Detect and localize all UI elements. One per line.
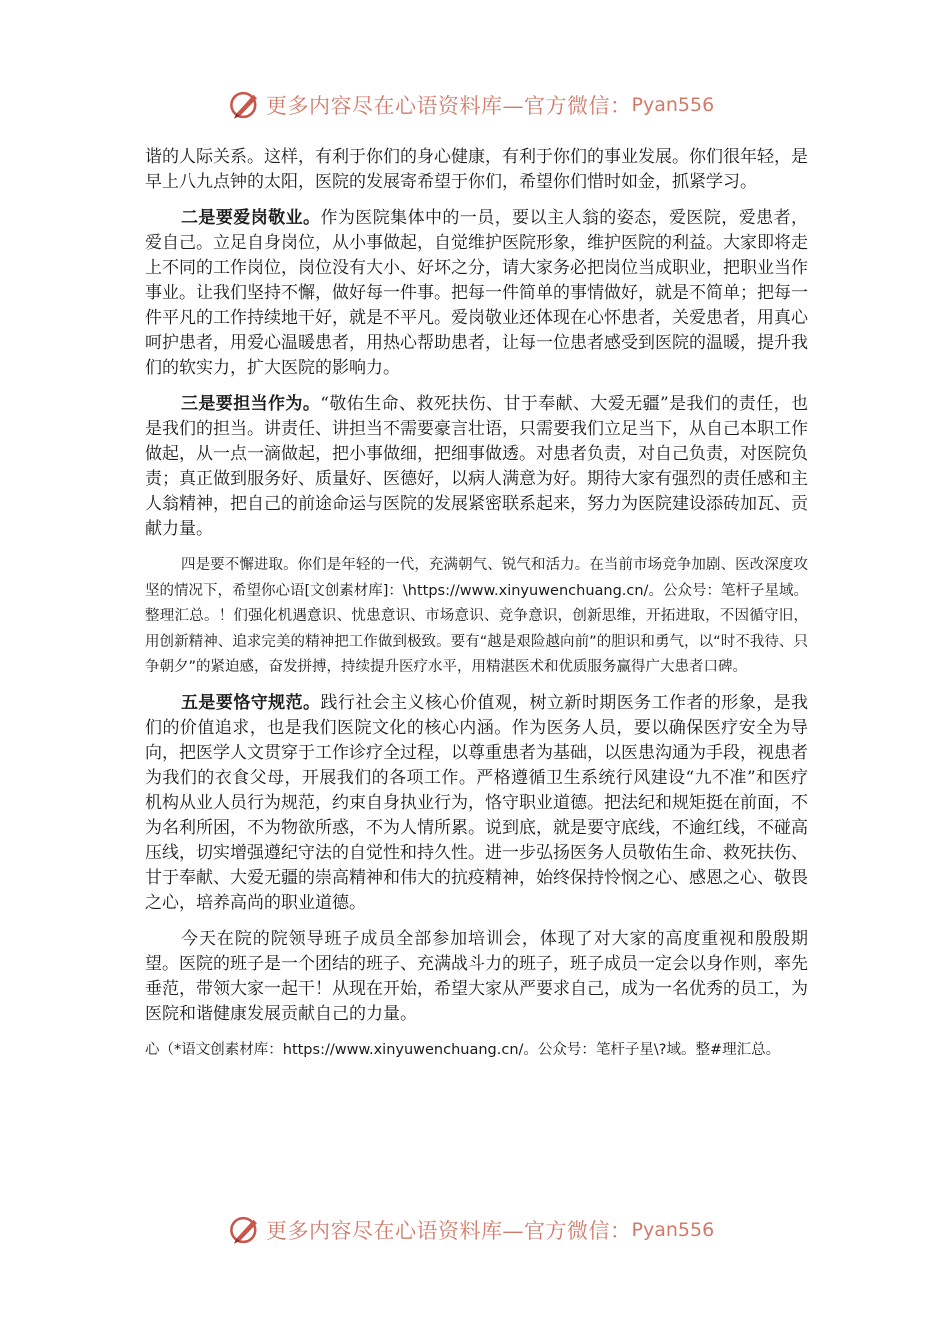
paragraph-progress: 四是要不懈进取。你们是年轻的一代，充满朝气、锐气和活力。在当前市场竞争加剧、医改深度攻坚的情况下，希望你心语[文创素材库]：\https://www.xinyuwenchuang.cn/。公众号：笔杆子星域。整理汇总。！们强化机遇意识、忧患意识、市场意识、竞争意识，创新思维，开拓进取，不因循守旧，用创新精神、追求完美的精神把工作做到极致。要有“越是艰险越向前”的胆识和勇气，以“时不我待、只争朝夕”的紧迫感，奋发拼搏，持续提升医疗水平，用精湛医术和优质服务赢得广大患者口碑。 [145, 557, 808, 675]
banner-wechat-id: Pyan556 [631, 1219, 715, 1241]
banner-text: 更多内容尽在心语资料库—官方微信： [266, 94, 632, 118]
paragraph-closing: 今天在院的院领导班子成员全部参加培训会，体现了对大家的高度重视和殷殷期望。医院的班子是一个团结的班子、充满战斗力的班子，班子成员一定会以身作则，率先垂范，带领大家一起干！从现在开始，希望大家从严要求自己，成为一名优秀的员工，为医院和谐健康发展贡献自己的力量。 [145, 928, 808, 1024]
pen-logo-icon [228, 88, 262, 122]
banner-text: 更多内容尽在心语资料库—官方微信： [266, 1219, 632, 1243]
footer-banner [228, 1210, 728, 1250]
paragraph-norms: 五是要恪守规范。践行社会主义核心价值观，树立新时期医务工作者的形象，是我们的价值追求，也是我们医院文化的核心内涵。作为医务人员，要以确保医疗安全为导向，把医学人文贯穿于工作诊疗全过程，以尊重患者为基础，以医患沟通为手段，视患者为我们的衣食父母，开展我们的各项工作。严格遵循卫生系统行风建设“九不准”和医疗机构从业人员行为规范，约束自身执业行为，恪守职业道德。把法纪和规矩挺在前面，不为名利所困，不为物欲所惑，不为人情所累。说到底，就是要守底线，不逾红线，不碰高压线，切实增强遵纪守法的自觉性和持久性。进一步弘扬医务人员敬佑生命、救死扶伤、甘于奉献、大爱无疆的崇高精神和伟大的抗疫精神，始终保持怜悯之心、感恩之心、敬畏之心，培养高尚的职业道德。 [145, 692, 809, 913]
paragraph-dedication: 二是要爱岗敬业。作为医院集体中的一员，要以主人翁的姿态，爱医院，爱患者，爱自己。立足自身岗位，从小事做起，自觉维护医院形象，维护医院的利益。大家即将走上不同的工作岗位，岗位没有大小、好坏之分，请大家务必把岗位当成职业，把职业当作事业。让我们坚持不懈，做好每一件事。把每一件简单的事情做好，就是不简单；把每一件平凡的工作持续地干好，就是不平凡。爱岗敬业还体现在心怀患者，关爱患者，用真心呵护患者，用爱心温暖患者，用热心帮助患者，让每一位患者感受到医院的温暖，提升我们的软实力，扩大医院的影响力。 [145, 208, 809, 378]
banner-wechat-id: Pyan556 [631, 94, 715, 116]
header-banner [228, 85, 728, 125]
document-body [145, 145, 808, 1073]
section-heading-norms: 五是要恪守规范。 [181, 692, 321, 713]
pen-logo-icon [228, 1213, 262, 1247]
paragraph-source-note: 心（*语文创素材库：https://www.xinyuwenchuang.cn/。公众号：笔杆子星\?域。整#理汇总。 [145, 1041, 781, 1058]
section-heading-dedication: 二是要爱岗敬业。 [181, 208, 321, 228]
section-heading-responsibility: 三是要担当作为。 [181, 394, 321, 414]
paragraph-continuation: 谐的人际关系。这样，有利于你们的身心健康，有利于你们的事业发展。你们很年轻，是早上八九点钟的太阳，医院的发展寄希望于你们，希望你们惜时如金，抓紧学习。 [145, 147, 808, 192]
paragraph-responsibility: 三是要担当作为。“敬佑生命、救死扶伤、甘于奉献、大爱无疆”是我们的责任，也是我们的担当。讲责任、讲担当不需要豪言壮语，只需要我们立足当下，从自己本职工作做起，从一点一滴做起，把小事做细，把细事做透。对患者负责，对自己负责，对医院负责；真正做到服务好、质量好、医德好，以病人满意为好。期待大家有强烈的责任感和主人翁精神，把自己的前途命运与医院的发展紧密联系起来，努力为医院建设添砖加瓦、贡献力量。 [145, 394, 808, 539]
